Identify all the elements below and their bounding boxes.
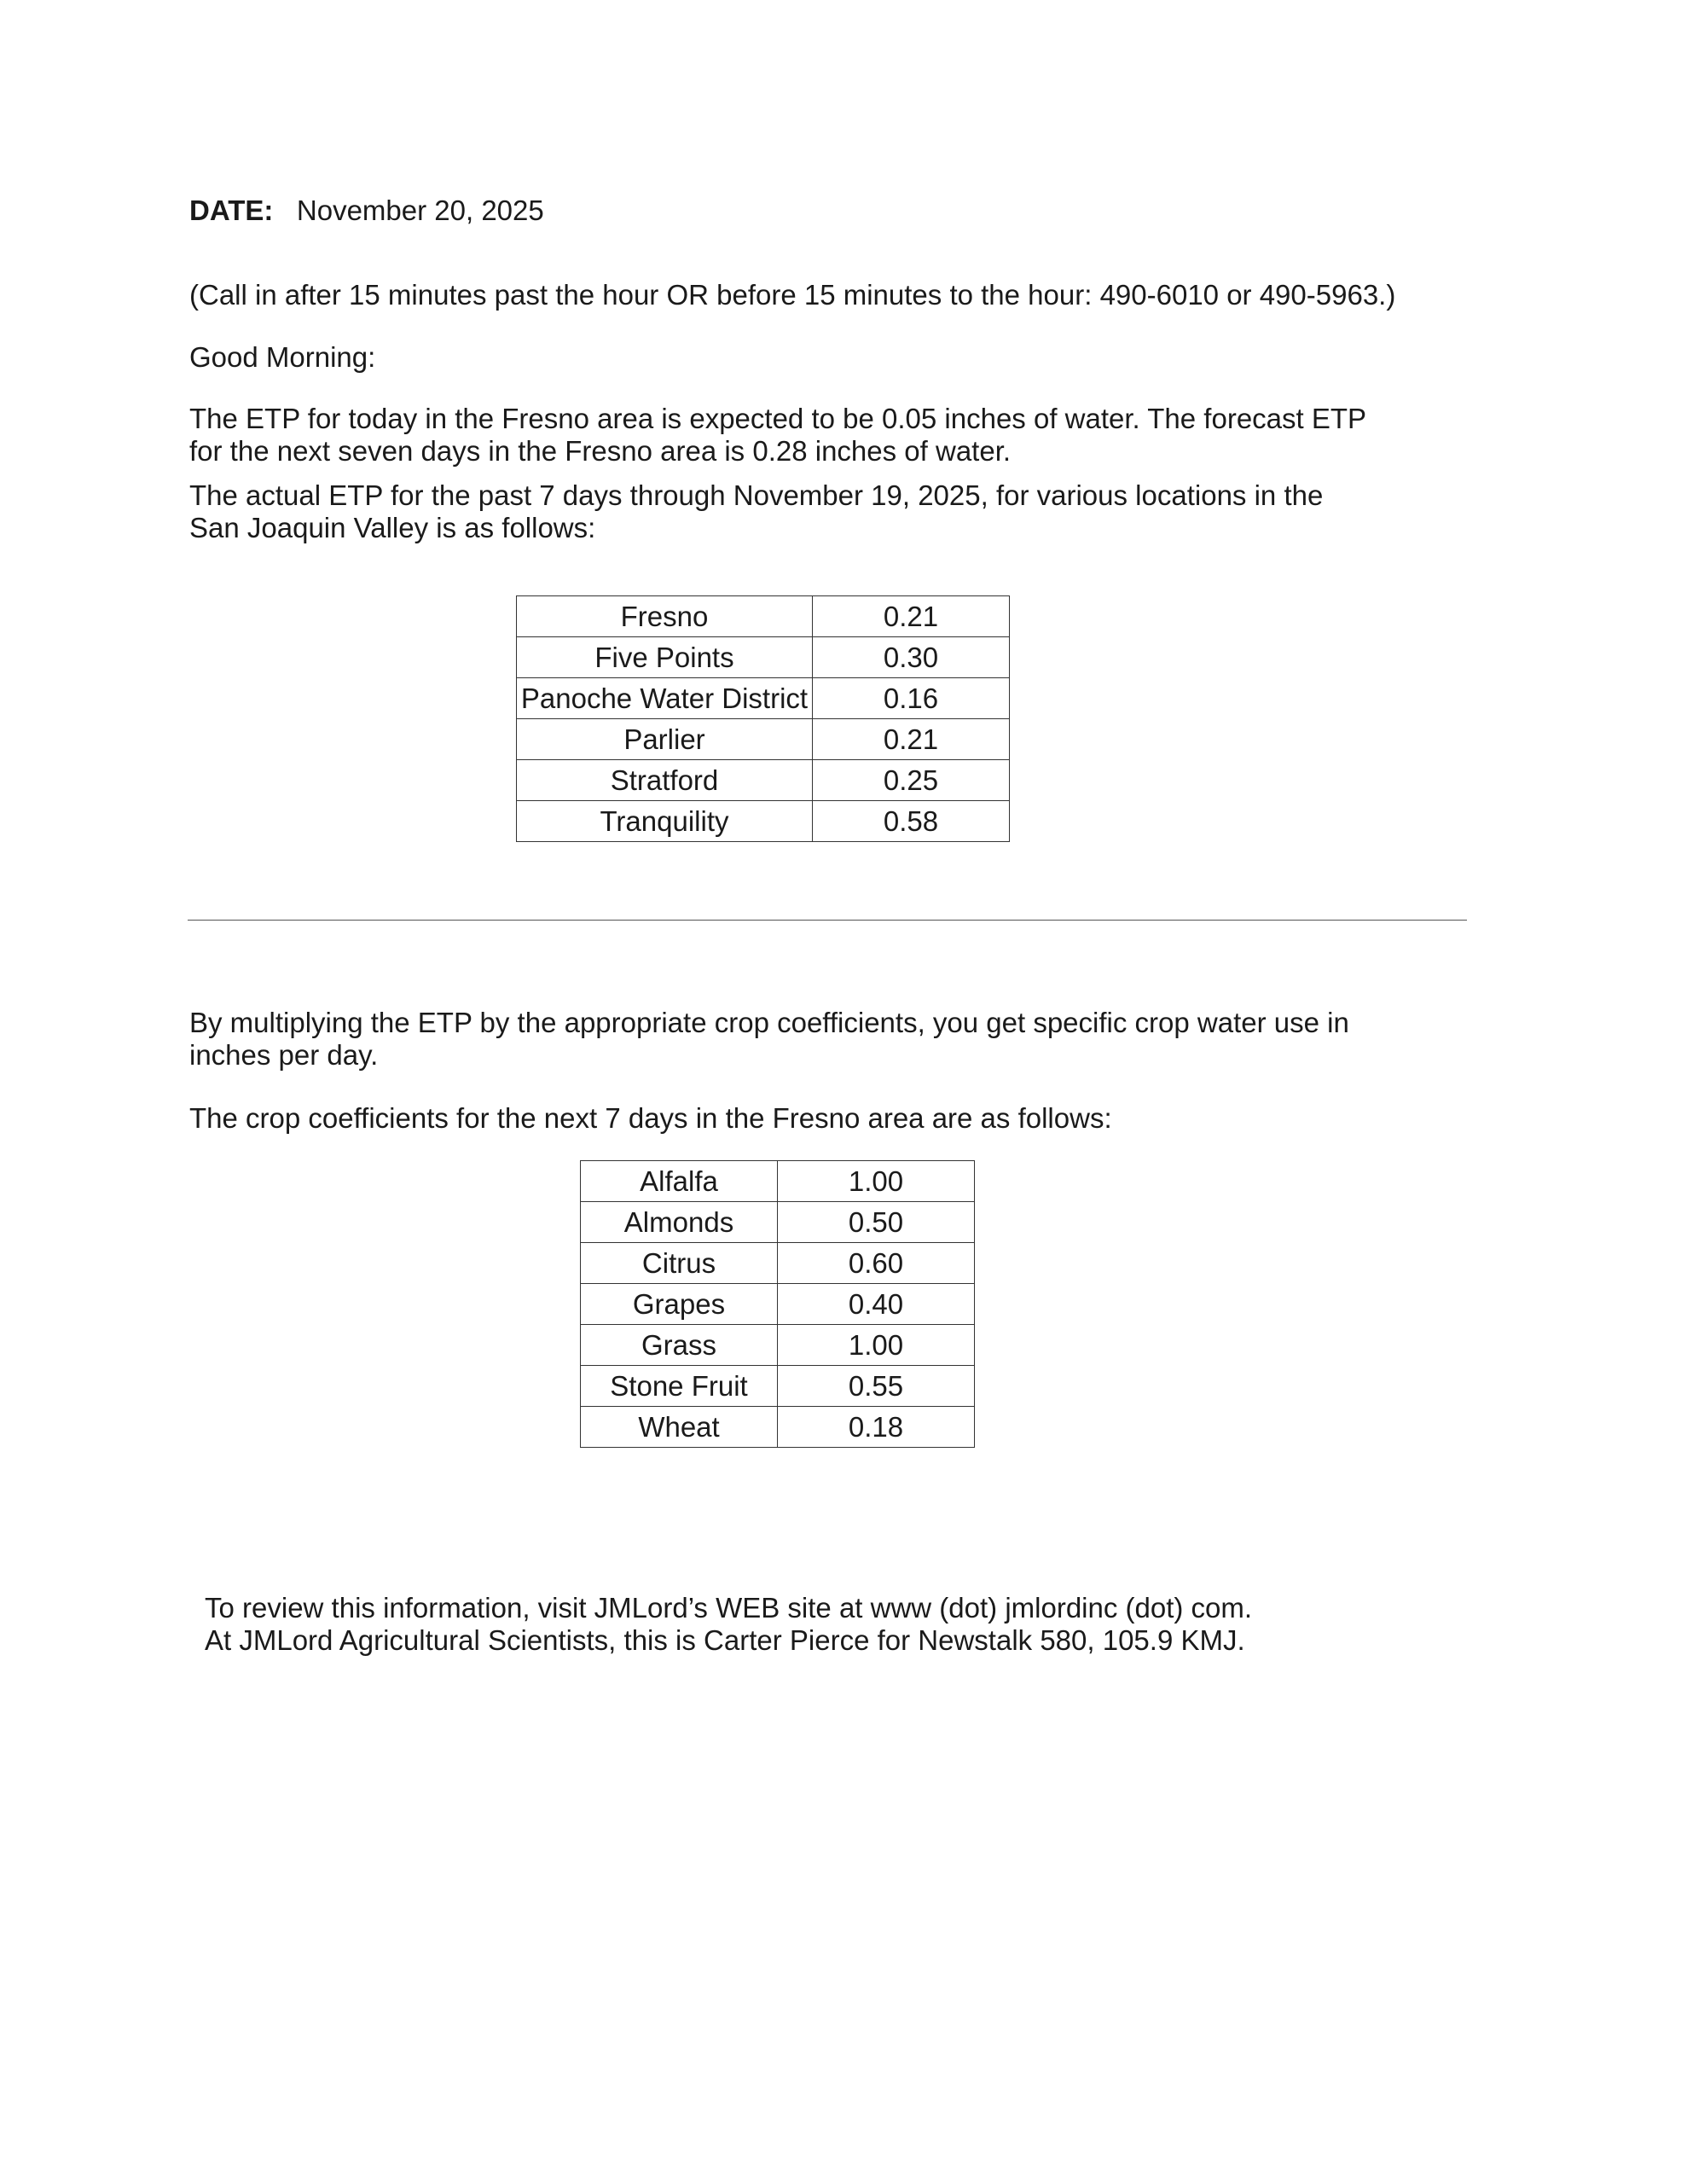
table-row <box>581 1243 975 1284</box>
location-cell: Fresno <box>517 596 813 637</box>
etp-value-cell: 0.58 <box>813 801 1010 842</box>
table-row <box>517 719 1010 760</box>
crop-water-use-paragraph <box>189 1007 1349 1072</box>
date-line <box>189 195 544 227</box>
table-row <box>581 1284 975 1325</box>
crop-name-cell: Stone Fruit <box>581 1366 778 1407</box>
crop-coefficient-cell: 0.40 <box>778 1284 975 1325</box>
table-row <box>581 1202 975 1243</box>
etp-locations-table <box>516 595 1010 842</box>
actual-etp-line-1: The actual ETP for the past 7 days through November 19, 2025, for various locations in the <box>189 479 1324 511</box>
location-cell: Five Points <box>517 637 813 678</box>
footer-signoff-line: At JMLord Agricultural Scientists, this is Carter Pierce for Newstalk 580, 105.9 KMJ. <box>205 1624 1245 1656</box>
crop-coefficient-cell: 0.50 <box>778 1202 975 1243</box>
table-row <box>581 1161 975 1202</box>
crop-coefficient-cell: 0.60 <box>778 1243 975 1284</box>
date-value: November 20, 2025 <box>296 195 544 226</box>
actual-etp-paragraph <box>189 479 1323 544</box>
crop-name-cell: Almonds <box>581 1202 778 1243</box>
etp-forecast-paragraph <box>189 403 1366 468</box>
crop-coefficient-cell: 0.55 <box>778 1366 975 1407</box>
crop-name-cell: Grapes <box>581 1284 778 1325</box>
call-in-instructions: (Call in after 15 minutes past the hour OR before 15 minutes to the hour: 490-6010 or 490-5963.) <box>189 279 1396 311</box>
etp-forecast-line-2: for the next seven days in the Fresno area is 0.28 inches of water. <box>189 435 1012 467</box>
crop-coefficient-cell: 1.00 <box>778 1325 975 1366</box>
etp-forecast-line-1: The ETP for today in the Fresno area is expected to be 0.05 inches of water. The forecast ETP <box>189 403 1367 434</box>
etp-value-cell: 0.25 <box>813 760 1010 801</box>
location-cell: Parlier <box>517 719 813 760</box>
crop-name-cell: Citrus <box>581 1243 778 1284</box>
etp-value-cell: 0.16 <box>813 678 1010 719</box>
etp-value-cell: 0.21 <box>813 596 1010 637</box>
etp-value-cell: 0.21 <box>813 719 1010 760</box>
table-row <box>517 760 1010 801</box>
location-cell: Stratford <box>517 760 813 801</box>
crop-name-cell: Alfalfa <box>581 1161 778 1202</box>
footer-website-line: To review this information, visit JMLord’s WEB site at www (dot) jmlordinc (dot) com. <box>205 1592 1253 1623</box>
crop-coefficients-table <box>580 1160 975 1448</box>
greeting: Good Morning: <box>189 341 376 373</box>
crop-coefficient-cell: 1.00 <box>778 1161 975 1202</box>
location-cell: Tranquility <box>517 801 813 842</box>
section-divider <box>188 920 1467 921</box>
crop-coefficient-cell: 0.18 <box>778 1407 975 1448</box>
location-cell: Panoche Water District <box>517 678 813 719</box>
crop-name-cell: Grass <box>581 1325 778 1366</box>
table-row <box>517 596 1010 637</box>
crop-water-use-line-2: inches per day. <box>189 1039 379 1071</box>
date-label: DATE: <box>189 195 274 226</box>
table-row <box>517 678 1010 719</box>
actual-etp-line-2: San Joaquin Valley is as follows: <box>189 512 596 543</box>
table-row <box>581 1366 975 1407</box>
table-row <box>581 1407 975 1448</box>
table-row <box>517 637 1010 678</box>
crop-name-cell: Wheat <box>581 1407 778 1448</box>
crop-water-use-line-1: By multiplying the ETP by the appropriate crop coefficients, you get specific crop water use in <box>189 1007 1349 1038</box>
etp-value-cell: 0.30 <box>813 637 1010 678</box>
table-row <box>581 1325 975 1366</box>
table-row <box>517 801 1010 842</box>
crop-coefficients-intro: The crop coefficients for the next 7 days in the Fresno area are as follows: <box>189 1102 1112 1134</box>
